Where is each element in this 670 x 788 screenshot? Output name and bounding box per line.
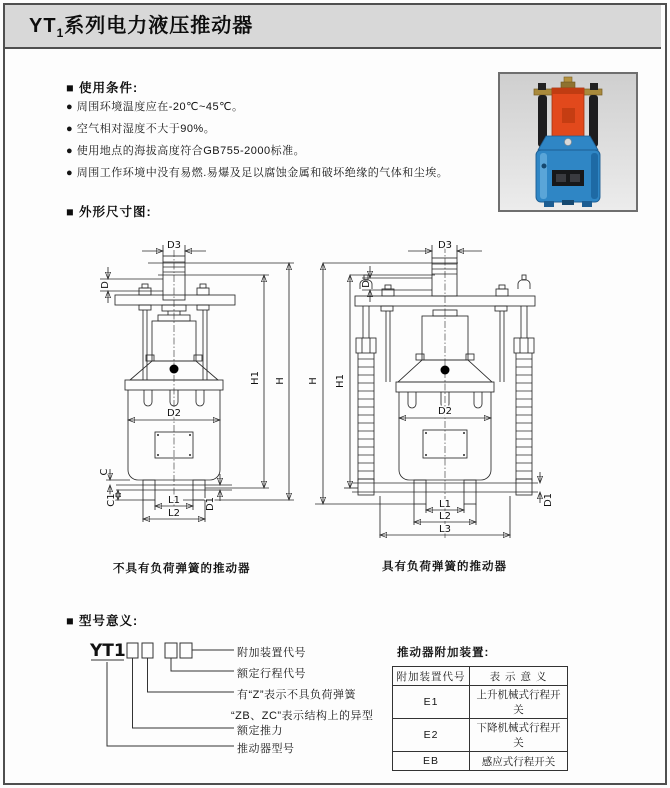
dim-label-h1: H1: [335, 374, 346, 388]
product-photo: [498, 72, 638, 212]
drawing-without-spring: [98, 238, 313, 538]
attachment-section: [392, 644, 577, 771]
dim-label-d2: D2: [437, 406, 453, 417]
dim-label-l3: L3: [439, 524, 451, 535]
usage-bullet: ● 空气相对湿度不大于90%。: [66, 123, 216, 135]
attachment-table: [392, 666, 568, 771]
attachment-meaning: 上升机械式行程开关: [470, 686, 568, 719]
table-row: [393, 686, 568, 719]
dim-label-d: D: [361, 280, 372, 288]
attachment-col-header-code: 附加装置代号: [393, 667, 470, 686]
model-leader-label: 有“Z”表示不具负荷弹簧: [237, 689, 357, 701]
attachment-meaning: 下降机械式行程开关: [470, 719, 568, 752]
model-designation-diagram: [90, 640, 440, 760]
dim-label-l1: L1: [439, 499, 451, 510]
attachment-code: EB: [393, 752, 470, 771]
dim-label-d2: D2: [166, 408, 182, 419]
dim-label-l2: L2: [439, 511, 451, 522]
usage-heading: ■ 使用条件:: [66, 81, 139, 95]
dim-label-h: H: [308, 377, 319, 385]
dim-label-l1: L1: [168, 495, 180, 506]
model-leader-label: 额定推力: [237, 725, 283, 737]
dim-label-d: D: [100, 281, 111, 289]
attachment-code: E2: [393, 719, 470, 752]
caption-with-spring: 具有负荷弹簧的推动器: [382, 561, 507, 573]
attachment-title: 推动器附加装置:: [397, 647, 490, 659]
drawing-with-spring: [300, 238, 555, 548]
model-code-prefix: YT1: [90, 641, 126, 661]
model-leader-label: “ZB、ZC”表示结构上的异型: [231, 710, 374, 722]
attachment-code: E1: [393, 686, 470, 719]
dim-label-c1: C1: [106, 493, 117, 507]
dim-label-c: C: [99, 468, 110, 476]
dim-label-h1: H1: [250, 371, 261, 385]
usage-bullet: ● 使用地点的海拔高度符合GB755-2000标准。: [66, 145, 306, 157]
dim-label-d1: D1: [205, 496, 216, 512]
usage-bullet-list: [66, 96, 448, 184]
attachment-meaning: 感应式行程开关: [470, 752, 568, 771]
dim-label-l2: L2: [168, 508, 180, 519]
table-row: [393, 719, 568, 752]
caption-without-spring: 不具有负荷弹簧的推动器: [113, 563, 251, 575]
model-leader-label: 推动器型号: [237, 743, 295, 755]
dimension-heading: ■ 外形尺寸图:: [66, 205, 152, 219]
usage-bullet: ● 周围环境温度应在-20℃~45℃。: [66, 101, 244, 113]
dim-label-h: H: [275, 377, 286, 385]
model-leader-label: 附加装置代号: [237, 647, 306, 659]
model-heading: ■ 型号意义:: [66, 614, 139, 628]
attachment-col-header-meaning: 表 示 意 义: [470, 667, 568, 686]
dim-label-d3: D3: [437, 240, 453, 251]
dim-label-d1: D1: [543, 492, 554, 508]
model-leader-label: 额定行程代号: [237, 668, 306, 680]
thruster-photo-illustration: [500, 74, 636, 210]
page-title: $YT_1$系列电力液压推动器: [29, 15, 254, 40]
dim-label-d3: D3: [166, 240, 182, 251]
title-band: [5, 5, 661, 49]
usage-bullet: ● 周围工作环境中没有易燃.易爆及足以腐蚀金属和破坏绝缘的气体和尘埃。: [66, 167, 449, 179]
table-row: [393, 752, 568, 771]
